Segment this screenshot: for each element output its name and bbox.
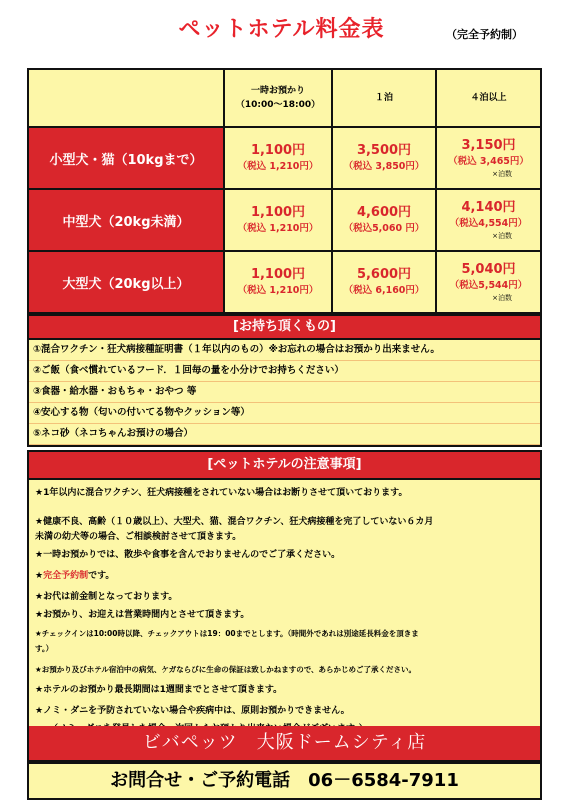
- price-value: 4,140円: [461, 200, 516, 215]
- price-cell: [224, 189, 332, 251]
- note-prepay: ★お代は前金制となっております。: [35, 592, 178, 602]
- reservation-only-note: （完全予約制）: [446, 28, 523, 41]
- store-name-banner: ビバペッツ 大阪ドームシティ店: [27, 726, 542, 762]
- price-tax: （税込 3,850円）: [343, 161, 425, 172]
- note-max-period: ★ホテルのお預かり最長期間は1週間までとさせて頂きます。: [35, 685, 283, 695]
- price-table-header: [28, 69, 541, 127]
- note-temporary: ★一時お預かりでは、散歩や食事を含んでおりませんのでご了承ください。: [35, 550, 341, 560]
- header-one-night: １泊: [332, 69, 436, 127]
- table-row: [28, 127, 541, 189]
- header-temporary-hours: （10:00～18:00）: [235, 100, 321, 110]
- price-value: 5,600円: [356, 267, 412, 282]
- per-night-note: ×泊数: [492, 170, 512, 178]
- note-reservation-rest: です。: [88, 571, 115, 581]
- price-cell: [332, 189, 436, 251]
- page-title: ペットホテル料金表: [178, 17, 385, 42]
- price-value: 3,500円: [356, 143, 412, 158]
- items-to-bring-heading: [お持ち頂くもの]: [29, 316, 540, 340]
- price-cell: [436, 251, 541, 313]
- header-four-nights: ４泊以上: [436, 69, 541, 127]
- price-table: [27, 68, 542, 314]
- note-health-line1: ★健康不良、高齢（１０歳以上）、大型犬、猫、混合ワクチン、狂犬病接種を完了していない６カ月: [35, 517, 434, 527]
- price-tax: （税込 6,160円）: [343, 285, 425, 296]
- price-tax: （税込5,544円）: [449, 280, 528, 291]
- price-cell: [436, 127, 541, 189]
- price-tax: （税込 3,465円）: [448, 156, 529, 167]
- price-cell: [224, 251, 332, 313]
- list-item: ①混合ワクチン・狂犬病接種証明書（１年以内のもの）※お忘れの場合はお預かり出来ません。: [29, 340, 540, 361]
- note-vaccination: ★1年以内に混合ワクチン、狂犬病接種をされていない場合はお断りさせて頂いております。: [35, 488, 408, 498]
- items-to-bring-section: [27, 314, 542, 447]
- list-item: ②ご飯（食べ慣れているフード．１回毎の量を小分けでお持ちください）: [29, 361, 540, 382]
- note-checkin-line1: ★チェックインは10:00時以降、チェックアウトは19：00までとします。（時間外であれは別途延長料金を頂きま: [35, 629, 419, 638]
- note-checkin-line2: す。）: [35, 644, 54, 653]
- hotel-notes-section: [27, 450, 542, 728]
- note-reservation: [35, 569, 534, 584]
- price-tax: （税込 1,210円）: [237, 223, 319, 234]
- row-label: 中型犬（20kg未満）: [28, 189, 224, 251]
- table-row: [28, 189, 541, 251]
- price-value: 1,100円: [250, 205, 306, 220]
- list-item: ③食器・給水器・おもちゃ・おやつ 等: [29, 382, 540, 403]
- price-cell: [224, 127, 332, 189]
- contact-phone: お問合せ・ご予約電話 06－6584-7911: [27, 762, 542, 800]
- row-label: 小型犬・猫（10kgまで）: [28, 127, 224, 189]
- price-value: 3,150円: [461, 138, 516, 153]
- header-temporary-label: 一時お預かり: [250, 86, 305, 96]
- table-row: [28, 251, 541, 313]
- price-tax: （税込4,554円）: [449, 218, 528, 229]
- note-reservation-emphasis: 完全予約制: [43, 571, 89, 581]
- price-cell: [436, 189, 541, 251]
- note-health-line2: 未満の幼犬等の場合、ご相談検討させて頂きます。: [35, 532, 242, 542]
- price-value: 4,600円: [356, 205, 412, 220]
- price-value: 1,100円: [250, 267, 306, 282]
- price-tax: （税込 1,210円）: [237, 285, 319, 296]
- price-tax: （税込 1,210円）: [237, 161, 319, 172]
- per-night-note: ×泊数: [492, 294, 512, 302]
- price-cell: [332, 251, 436, 313]
- list-item: ⑤ネコ砂（ネコちゃんお預けの場合）: [29, 424, 540, 445]
- per-night-note: ×泊数: [492, 232, 512, 240]
- price-cell: [332, 127, 436, 189]
- note-business-hours: ★お預かり、お迎えは営業時間内とさせて頂きます。: [35, 610, 250, 620]
- price-value: 5,040円: [461, 262, 516, 277]
- price-tax: （税込5,060 円）: [343, 223, 425, 234]
- note-checkin: [35, 626, 534, 656]
- note-liability: ★お預かり及びホテル宿泊中の病気、ケガならびに生命の保証は致しかねますので、あらかじめご了承ください。: [35, 665, 417, 674]
- hotel-notes-heading: [ペットホテルの注意事項]: [29, 452, 540, 480]
- hotel-notes-list: [29, 480, 540, 737]
- note-star: ★: [35, 571, 44, 581]
- items-to-bring-list: [29, 340, 540, 445]
- note-health: [35, 515, 534, 545]
- header-empty-cell: [28, 69, 224, 127]
- row-label: 大型犬（20kg以上）: [28, 251, 224, 313]
- header-temporary: [224, 69, 332, 127]
- list-item: ④安心する物（匂いの付いてる物やクッション等）: [29, 403, 540, 424]
- note-flea-tick: ★ノミ・ダニを予防されていない場合や疾病中は、原則お預かりできません。: [35, 706, 350, 716]
- price-value: 1,100円: [250, 143, 306, 158]
